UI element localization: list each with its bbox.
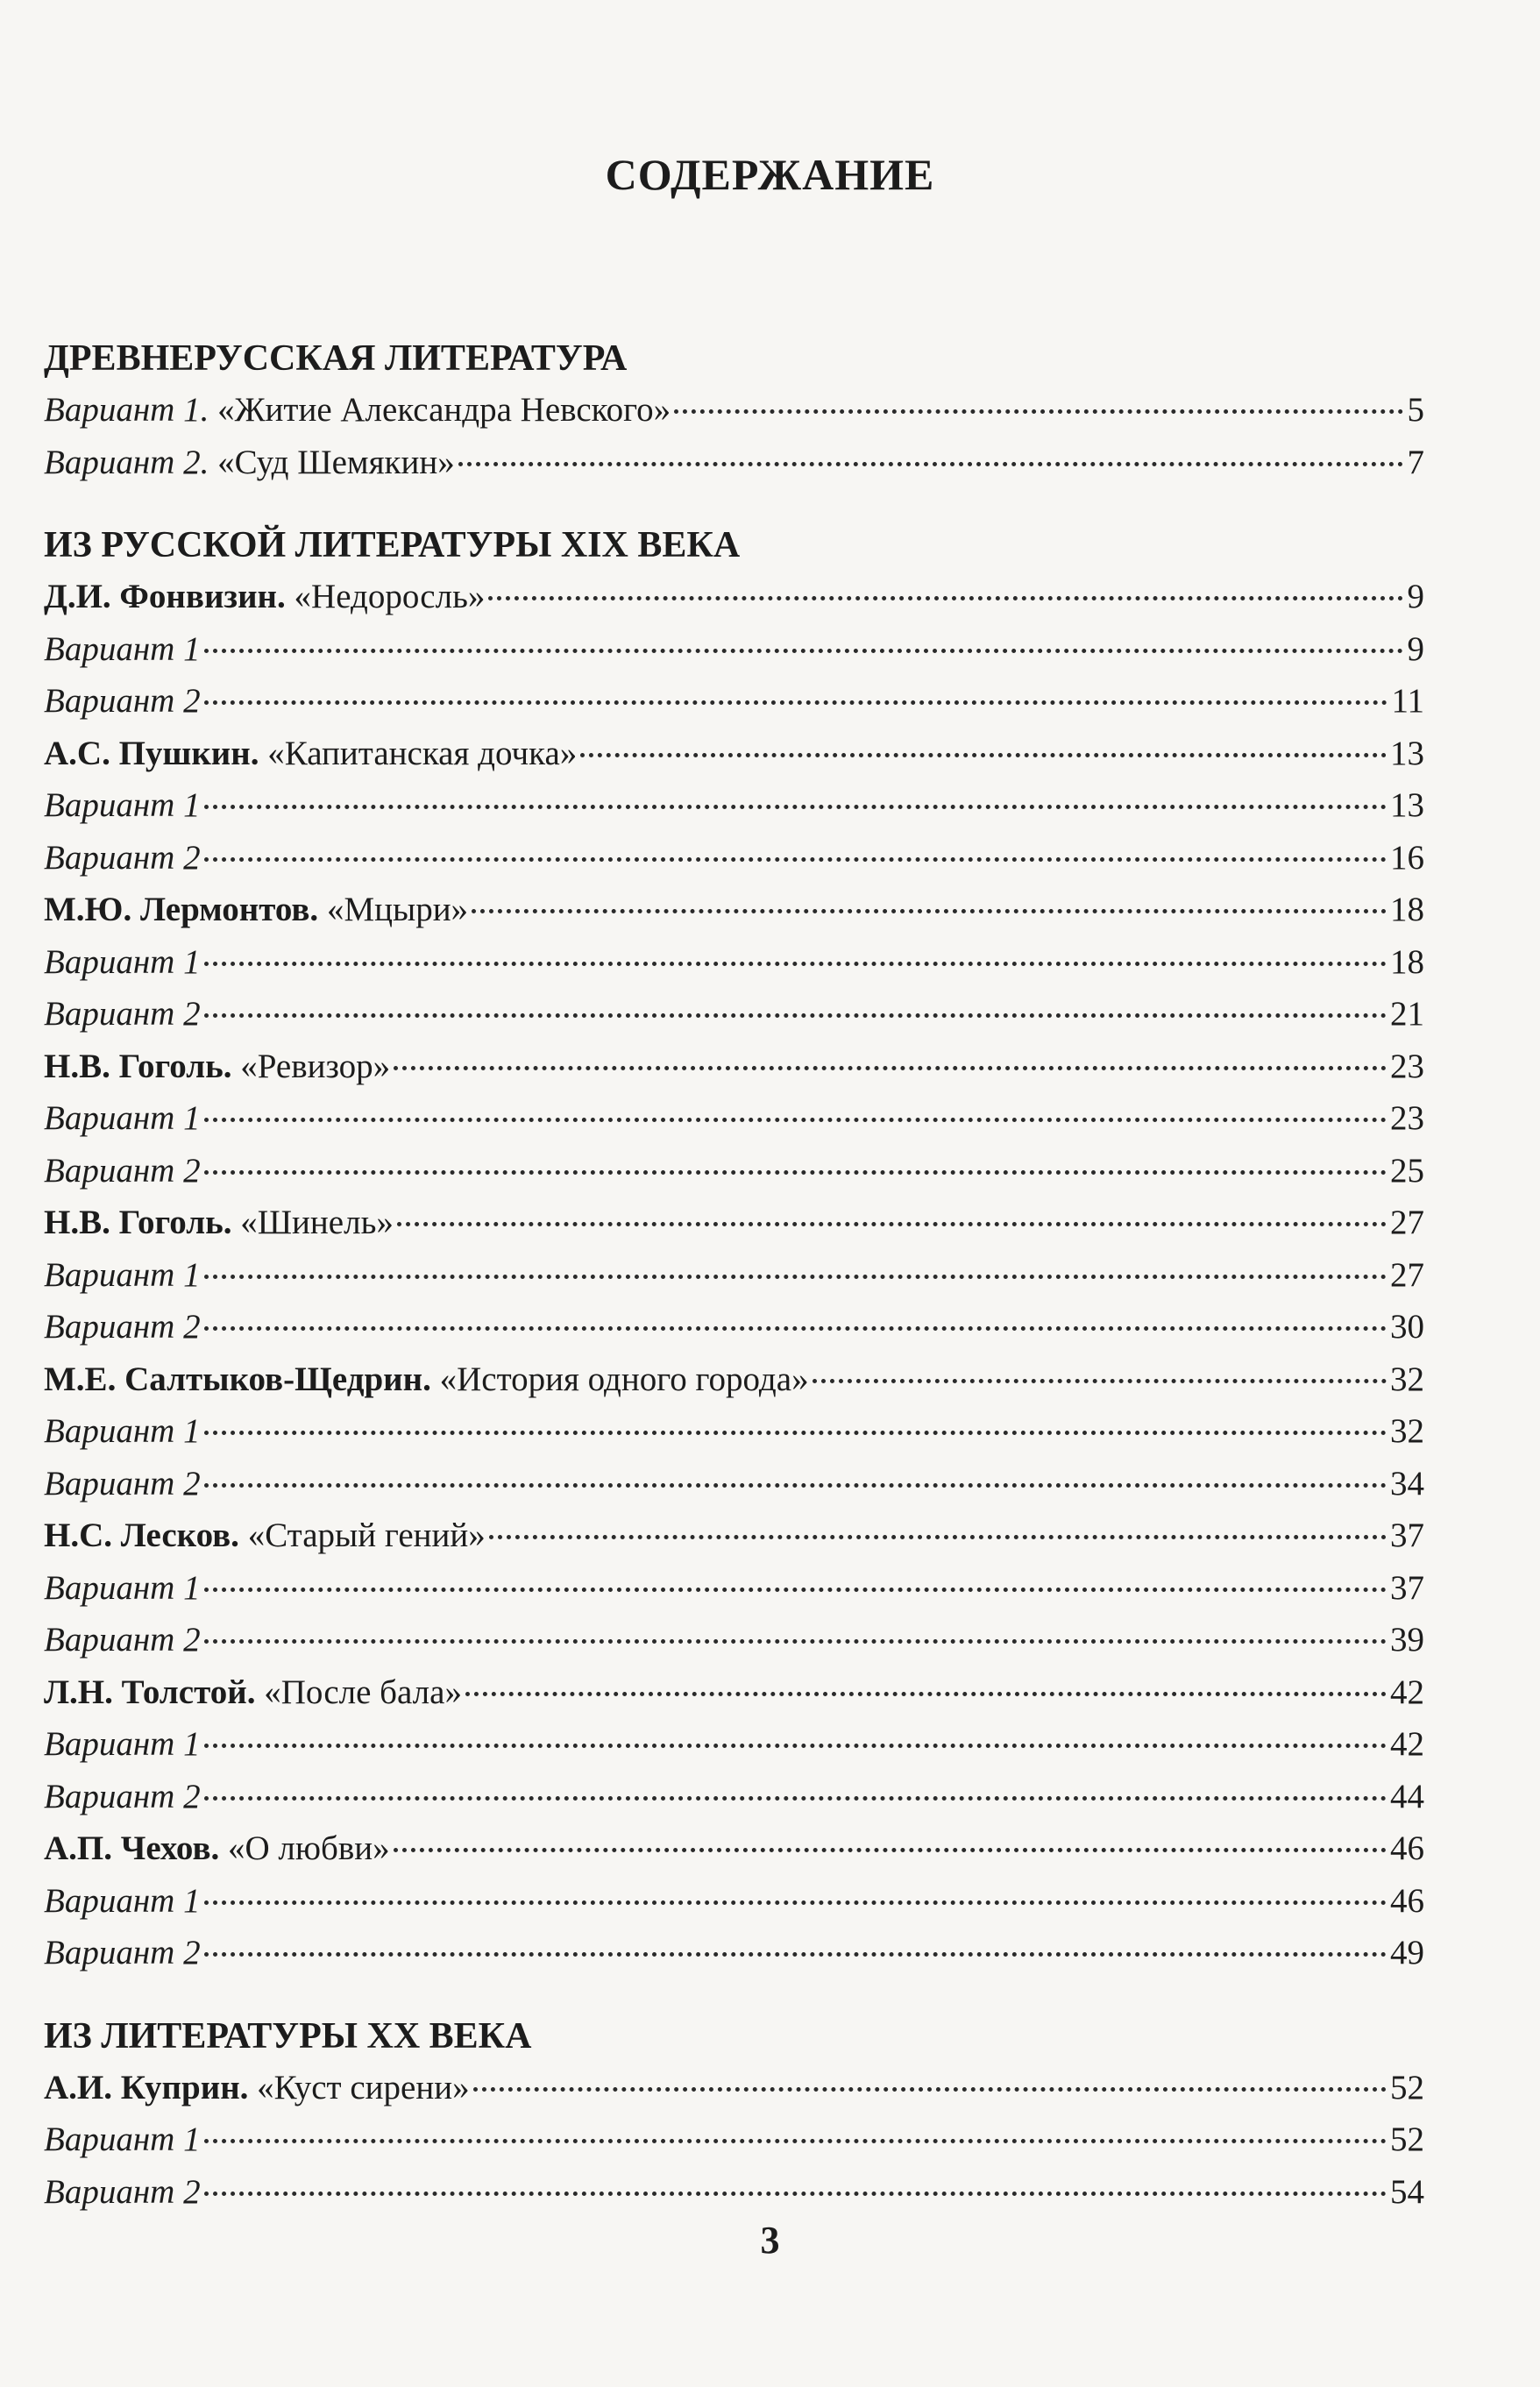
toc-entry-label	[44, 623, 201, 676]
dot-leader	[204, 1013, 1387, 1018]
entry-page-number: 27	[1390, 1204, 1424, 1241]
entry-page-number: 37	[1390, 1517, 1424, 1554]
section-heading: ИЗ ЛИТЕРАТУРЫ XX ВЕКА	[44, 2015, 532, 2057]
toc-entry-label	[44, 675, 201, 728]
entry-variant: Вариант 2	[44, 838, 201, 877]
table-of-contents	[44, 333, 1424, 2218]
toc-entry-label	[44, 1875, 201, 1928]
entry-page-number: 21	[1390, 995, 1424, 1033]
entry-author: А.И. Куприн.	[44, 2068, 249, 2106]
toc-entry	[44, 1562, 1424, 1615]
toc-entry	[44, 437, 1424, 489]
entry-title: «Шинель»	[240, 1204, 394, 1241]
entry-variant: Вариант 1	[44, 629, 201, 668]
entry-page-number: 52	[1390, 2121, 1424, 2158]
entry-page-number: 7	[1407, 443, 1424, 481]
dot-leader	[204, 1326, 1387, 1331]
toc-entry	[44, 1249, 1424, 1302]
toc-entry-label	[44, 1927, 201, 1979]
entry-title: «История одного города»	[439, 1360, 809, 1398]
dot-leader	[204, 700, 1388, 705]
entry-author: А.С. Пушкин.	[44, 734, 259, 772]
dot-leader	[204, 1900, 1387, 1905]
entry-variant: Вариант 2	[44, 1777, 201, 1815]
toc-entry-label	[44, 1458, 201, 1510]
toc-entry	[44, 2113, 1424, 2166]
entry-author: Д.И. Фонвизин.	[44, 578, 286, 615]
dot-leader	[394, 1066, 1387, 1070]
toc-entry	[44, 1771, 1424, 1823]
toc-entry-label	[44, 2166, 201, 2219]
entry-author: Л.Н. Толстой.	[44, 1673, 256, 1711]
entry-variant: Вариант 2	[44, 2172, 201, 2211]
entry-page-number: 42	[1390, 1673, 1424, 1711]
dot-leader	[204, 1796, 1387, 1801]
entry-author: Н.В. Гоголь.	[44, 1047, 232, 1085]
dot-leader	[204, 805, 1387, 809]
dot-leader	[813, 1379, 1387, 1383]
toc-entry-label	[44, 936, 201, 989]
entry-title: «Куст сирени»	[257, 2068, 470, 2106]
toc-entry	[44, 1092, 1424, 1145]
entry-title: «Мцыри»	[326, 891, 469, 928]
entry-variant: Вариант 1	[44, 1568, 201, 1607]
toc-entry	[44, 1666, 1424, 1719]
dot-leader	[489, 1535, 1387, 1539]
entry-title: «Житие Александра Невского»	[217, 391, 671, 429]
entry-title: «После бала»	[264, 1673, 462, 1711]
entry-variant: Вариант 2	[44, 1308, 201, 1346]
entry-page-number: 44	[1390, 1777, 1424, 1815]
entry-page-number: 13	[1390, 734, 1424, 772]
toc-entry	[44, 1927, 1424, 1979]
entry-author: Н.В. Гоголь.	[44, 1204, 232, 1241]
entry-page-number: 42	[1390, 1725, 1424, 1763]
entry-page-number: 27	[1390, 1255, 1424, 1294]
dot-leader	[397, 1222, 1387, 1226]
entry-variant: Вариант 1	[44, 786, 201, 824]
entry-page-number: 9	[1407, 578, 1424, 615]
toc-entry	[44, 1301, 1424, 1353]
dot-leader	[204, 2192, 1387, 2196]
entry-page-number: 9	[1407, 629, 1424, 668]
toc-entry-label	[44, 1405, 201, 1458]
dot-leader	[204, 649, 1403, 653]
dot-leader	[204, 1170, 1387, 1175]
entry-variant: Вариант 2	[44, 995, 201, 1033]
dot-leader	[204, 1744, 1387, 1748]
toc-entry	[44, 1875, 1424, 1928]
entry-title: «Суд Шемякин»	[217, 443, 455, 481]
toc-entry	[44, 988, 1424, 1041]
entry-title: «Капитанская дочка»	[267, 734, 578, 772]
dot-leader	[204, 962, 1387, 966]
entry-page-number: 25	[1390, 1151, 1424, 1190]
toc-entry-label	[44, 832, 201, 884]
toc-entry	[44, 1197, 1424, 1249]
dot-leader	[204, 1952, 1387, 1957]
dot-leader	[580, 753, 1387, 757]
entry-variant: Вариант 1	[44, 1412, 201, 1450]
entry-page-number: 23	[1390, 1047, 1424, 1085]
entry-page-number: 52	[1390, 2068, 1424, 2106]
entry-author: М.Ю. Лермонтов.	[44, 891, 319, 928]
entry-page-number: 30	[1390, 1308, 1424, 1346]
toc-entry	[44, 675, 1424, 728]
entry-author: М.Е. Салтыков-Щедрин.	[44, 1360, 431, 1398]
toc-entry	[44, 1458, 1424, 1510]
entry-title: «Недоросль»	[294, 578, 486, 615]
page-title: СОДЕРЖАНИЕ	[605, 150, 935, 199]
toc-entry	[44, 779, 1424, 832]
entry-variant: Вариант 1	[44, 1725, 201, 1763]
toc-entry-label	[44, 779, 201, 832]
entry-page-number: 32	[1390, 1412, 1424, 1450]
entry-page-number: 34	[1390, 1464, 1424, 1503]
entry-page-number: 46	[1390, 1881, 1424, 1920]
entry-page-number: 18	[1390, 891, 1424, 928]
toc-entry	[44, 623, 1424, 676]
entry-variant: Вариант 2	[44, 1934, 201, 1971]
toc-entry	[44, 1822, 1424, 1875]
entry-variant: Вариант 2	[44, 1621, 201, 1659]
toc-entry-label	[44, 988, 201, 1041]
dot-leader	[472, 909, 1387, 913]
entry-title: «О любви»	[228, 1829, 390, 1867]
toc-entry-label	[44, 1771, 201, 1823]
toc-entry	[44, 1353, 1424, 1406]
dot-leader	[394, 1848, 1387, 1852]
entry-page-number: 37	[1390, 1568, 1424, 1607]
toc-entry	[44, 1614, 1424, 1666]
entry-page-number: 23	[1390, 1099, 1424, 1137]
entry-title: «Старый гений»	[247, 1517, 486, 1554]
dot-leader	[488, 596, 1403, 600]
toc-entry-label	[44, 384, 671, 437]
entry-title: «Ревизор»	[240, 1047, 391, 1085]
toc-entry-label	[44, 2113, 201, 2166]
section-heading: ИЗ РУССКОЙ ЛИТЕРАТУРЫ XIX ВЕКА	[44, 525, 741, 565]
toc-entry-label	[44, 728, 577, 780]
toc-entry-label	[44, 1562, 201, 1615]
toc-entry-label	[44, 1301, 201, 1353]
toc-entry-label	[44, 1041, 390, 1093]
entry-page-number: 11	[1391, 682, 1424, 720]
toc-entry	[44, 1145, 1424, 1197]
toc-entry	[44, 1041, 1424, 1093]
toc-entry-label	[44, 1353, 809, 1406]
dot-leader	[204, 1483, 1387, 1488]
dot-leader	[204, 1118, 1387, 1122]
entry-variant: Вариант 1	[44, 2121, 201, 2158]
toc-entry-label	[44, 884, 468, 936]
entry-page-number: 32	[1390, 1360, 1424, 1398]
toc-entry-label	[44, 1822, 390, 1875]
entry-variant: Вариант 2.	[44, 443, 209, 481]
toc-entry-label	[44, 1614, 201, 1666]
toc-entry	[44, 1405, 1424, 1458]
entry-page-number: 16	[1390, 838, 1424, 877]
entry-page-number: 39	[1390, 1621, 1424, 1659]
dot-leader	[465, 1692, 1387, 1696]
toc-entry-label	[44, 1510, 486, 1562]
toc-entry-label	[44, 1718, 201, 1771]
dot-leader	[473, 2087, 1387, 2092]
dot-leader	[204, 2139, 1387, 2143]
toc-entry	[44, 384, 1424, 437]
toc-entry-label	[44, 1145, 201, 1197]
entry-page-number: 54	[1390, 2172, 1424, 2211]
toc-entry	[44, 2062, 1424, 2114]
entry-page-number: 5	[1407, 391, 1424, 429]
entry-variant: Вариант 2	[44, 1464, 201, 1503]
toc-entry-label	[44, 571, 485, 623]
dot-leader	[204, 1588, 1387, 1592]
entry-page-number: 13	[1390, 786, 1424, 824]
entry-author: Н.С. Лесков.	[44, 1517, 239, 1554]
entry-variant: Вариант 1	[44, 1255, 201, 1294]
entry-page-number: 18	[1390, 942, 1424, 981]
page-number: 3	[760, 2219, 780, 2262]
dot-leader	[674, 409, 1403, 414]
toc-entry	[44, 1510, 1424, 1562]
entry-page-number: 46	[1390, 1829, 1424, 1867]
entry-page-number: 49	[1390, 1934, 1424, 1971]
toc-entry	[44, 2166, 1424, 2219]
toc-entry	[44, 728, 1424, 780]
toc-entry-label	[44, 437, 455, 489]
entry-variant: Вариант 1.	[44, 391, 209, 429]
toc-entry	[44, 832, 1424, 884]
entry-variant: Вариант 2	[44, 1151, 201, 1190]
toc-entry-label	[44, 1249, 201, 1302]
section-heading: ДРЕВНЕРУССКАЯ ЛИТЕРАТУРА	[44, 338, 628, 379]
dot-leader	[204, 1639, 1387, 1644]
toc-entry-label	[44, 1666, 462, 1719]
toc-entry	[44, 936, 1424, 989]
toc-entry	[44, 1718, 1424, 1771]
entry-variant: Вариант 2	[44, 682, 201, 720]
toc-entry	[44, 884, 1424, 936]
entry-author: А.П. Чехов.	[44, 1829, 220, 1867]
toc-entry-label	[44, 1197, 394, 1249]
dot-leader	[458, 462, 1403, 466]
toc-entry-label	[44, 1092, 201, 1145]
dot-leader	[204, 1431, 1387, 1435]
toc-entry-label	[44, 2062, 470, 2114]
entry-variant: Вариант 1	[44, 1881, 201, 1920]
entry-variant: Вариант 1	[44, 1099, 201, 1137]
entry-variant: Вариант 1	[44, 942, 201, 981]
dot-leader	[204, 857, 1387, 862]
dot-leader	[204, 1275, 1387, 1279]
toc-entry	[44, 571, 1424, 623]
